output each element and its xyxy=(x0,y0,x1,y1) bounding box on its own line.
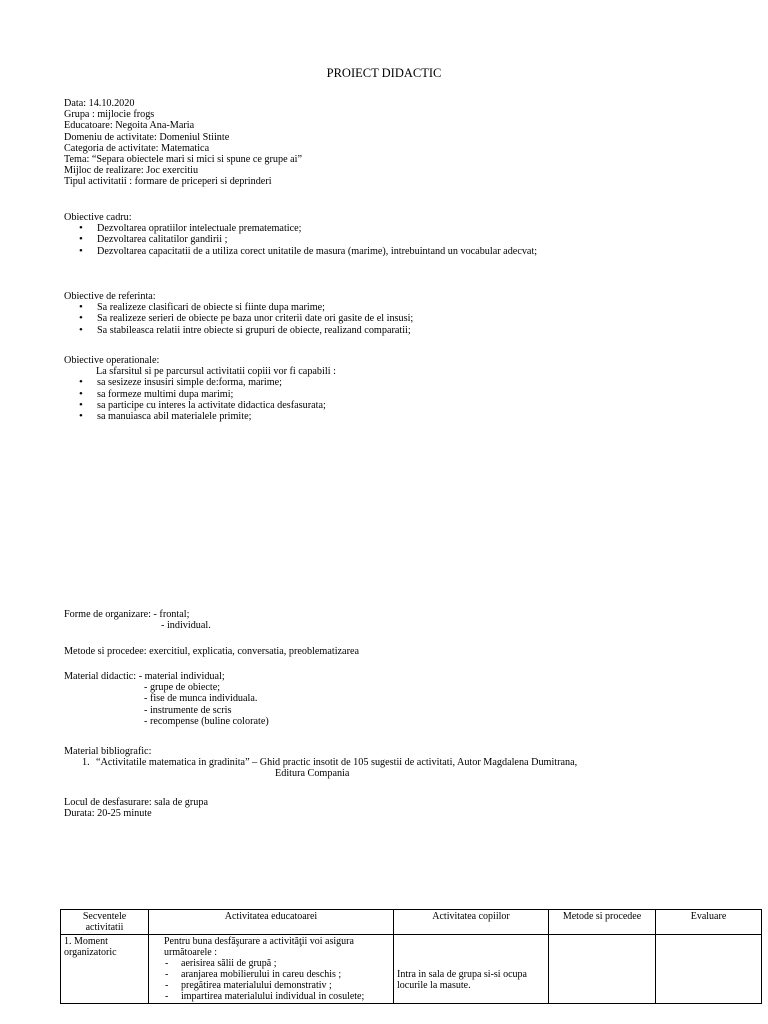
table-header: Activitatea copiilor xyxy=(394,910,549,935)
means-line: Mijloc de realizare: Joc exercitiu xyxy=(64,165,199,177)
list-item: • sa manuiasca abil materialele primite; xyxy=(64,411,336,422)
list-item: • sa sesizeze insusiri simple de:forma, marime; xyxy=(64,377,336,388)
forme-item: - frontal; xyxy=(150,609,190,620)
document-title: PROIECT DIDACTIC xyxy=(326,66,442,80)
list-item: - aranjarea mobilierului in careu deschis ; xyxy=(152,969,390,980)
reference-publisher: Editura Compania xyxy=(275,768,350,780)
material-item: - material individual; xyxy=(136,671,225,682)
obiective-referinta-list xyxy=(64,302,413,336)
material-item: - grupe de obiecte; xyxy=(144,682,221,694)
reference-text: “Activitatile matematica in gradinita” – Ghid practic insotit de 105 sugestii de activitati, Autor Magdalena Dumitrana, xyxy=(96,757,578,769)
table-header: Metode si procedee xyxy=(549,910,656,935)
material-bibliografic-heading: Material bibliografic: xyxy=(64,746,152,757)
list-item: • Dezvoltarea calitatilor gandirii ; xyxy=(64,234,537,245)
list-item: • sa participe cu interes la activitate didactica desfasurata; xyxy=(64,400,336,411)
obiective-operationale-section xyxy=(64,355,336,422)
domain-line: Domeniu de activitate: Domeniul Stiinte xyxy=(64,131,230,143)
list-item: • sa formeze multimi dupa marimi; xyxy=(64,389,336,400)
teacher-activity-intro: Pentru buna desfăşurare a activităţii voi asigura următoarele : xyxy=(164,936,354,958)
list-item: - impartirea materialului individual in cosulete; xyxy=(152,991,390,1002)
list-item: • Dezvoltarea opratiilor intelectuale prematematice; xyxy=(64,223,537,234)
material-bibliografic-section xyxy=(64,746,577,780)
theme-line: Tema: “Separa obiectele mari si mici si spune ce grupe ai” xyxy=(64,153,303,165)
list-item: • Dezvoltarea capacitatii de a utiliza corect unitatile de masura (marime), intrebuintand un vocabular adecvat; xyxy=(64,246,537,257)
table-row xyxy=(61,935,762,1004)
obiective-referinta-heading: Obiective de referinta: xyxy=(64,291,156,302)
forme-label: Forme de organizare: xyxy=(64,609,151,620)
table-header: Evaluare xyxy=(656,910,762,935)
obiective-operationale-heading: Obiective operationale: xyxy=(64,355,160,366)
list-item: • Sa stabileasca relatii intre obiecte si grupuri de obiecte, realizand comparatii; xyxy=(64,325,413,336)
obiective-operationale-list xyxy=(64,377,336,422)
location-line: Locul de desfasurare: sala de grupa xyxy=(64,797,208,808)
list-item: • Sa realizeze serieri de obiecte pe baza unor criterii date ori gasite de el insusi; xyxy=(64,313,413,324)
location-duration xyxy=(64,797,208,819)
material-item: - fise de munca individuala. xyxy=(144,693,258,705)
material-didactic-label: Material didactic: xyxy=(64,671,137,682)
material-item: - instrumente de scris xyxy=(144,704,232,716)
forme-organizare-section xyxy=(64,609,211,631)
obiective-operationale-intro: La sfarsitul si pe parcursul activitatii copiii vor fi capabili : xyxy=(96,366,336,378)
category-line: Categoria de activitate: Matematica xyxy=(64,142,210,154)
teacher-activity-list xyxy=(152,958,390,1002)
table-cell xyxy=(149,935,394,1004)
table-cell: 1. Moment organizatoric xyxy=(61,935,149,1004)
table-cell xyxy=(656,935,762,1004)
obiective-cadru-section xyxy=(64,212,537,257)
list-item: - pregătirea materialului demonstrativ ; xyxy=(152,980,390,991)
table-cell xyxy=(549,935,656,1004)
obiective-cadru-heading: Obiective cadru: xyxy=(64,212,132,223)
table-header: Activitatea educatoarei xyxy=(149,910,394,935)
date-line: Data: 14.10.2020 xyxy=(64,98,135,109)
reference-number: 1. xyxy=(82,757,90,769)
table-header-row xyxy=(61,910,762,935)
obiective-referinta-section xyxy=(64,291,413,336)
header-info xyxy=(64,98,302,188)
obiective-cadru-list xyxy=(64,223,537,257)
list-item: • Sa realizeze clasificari de obiecte si fiinte dupa marime; xyxy=(64,302,413,313)
table-cell xyxy=(394,935,549,1004)
material-item: - recompense (buline colorate) xyxy=(144,715,269,727)
material-didactic-section xyxy=(64,671,269,727)
forme-item: - individual. xyxy=(161,620,211,632)
duration-line: Durata: 20-25 minute xyxy=(64,808,152,820)
activity-type-line: Tipul activitatii : formare de priceperi si deprinderi xyxy=(64,176,272,188)
metode-line: Metode si procedee: exercitiul, explicatia, conversatia, preoblematizarea xyxy=(64,646,360,657)
table-header: Secventele activitatii xyxy=(61,910,149,935)
activity-table xyxy=(60,909,762,1004)
teacher-line: Educatoare: Negoita Ana-Maria xyxy=(64,120,195,132)
group-line: Grupa : mijlocie frogs xyxy=(64,109,155,121)
list-item: - aerisirea sălii de grupă ; xyxy=(152,958,390,969)
children-activity: Intra in sala de grupa si-si ocupa locurile la masute. xyxy=(397,969,527,991)
